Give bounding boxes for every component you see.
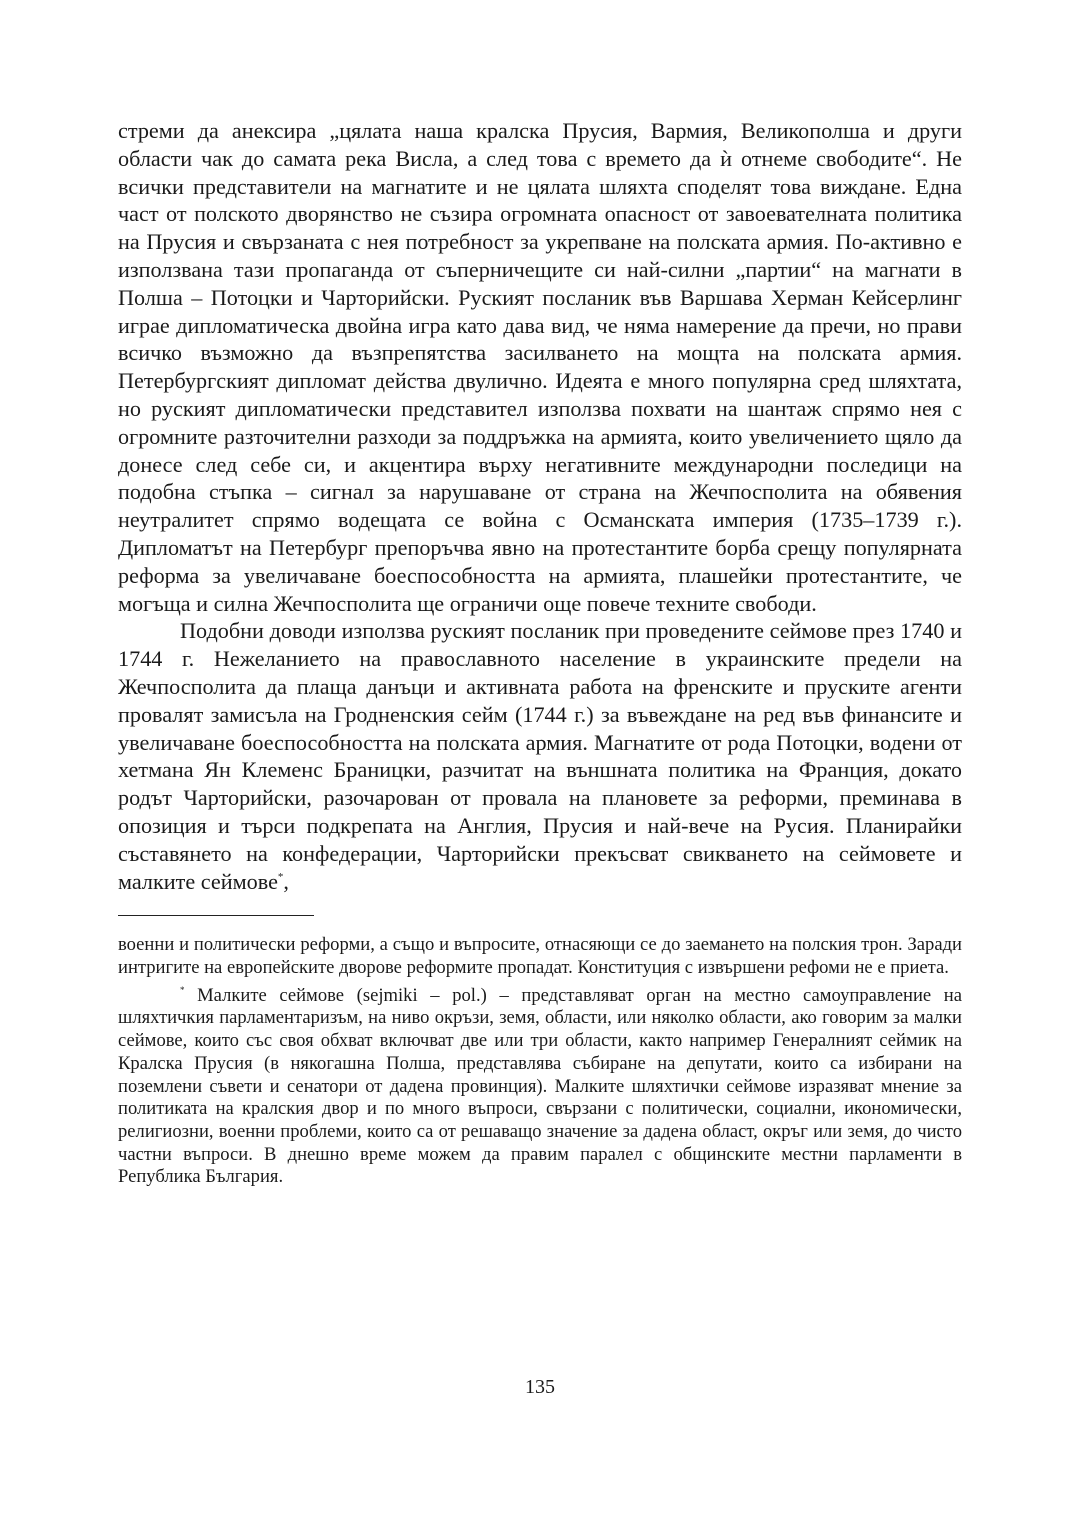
body-paragraph-2-text: Подобни доводи използва руският посланик при проведените сеймове през 1740 и 1744 г. Нежеланието на православното население в украинските предели на Жечпосполита да плаща данъци и активната работа на френските и пруските агенти провалят замисъла на Гродненския сейм (1744 г.) за въвеждане на ред във финансите и увеличаване боеспособността на полската армия. Магнатите от рода Потоцки, водени от хетмана Ян Клеменс Браницки, разчитат на външната политика на Франция, докато родът Чарторийски, разочарован от провала на плановете за реформи, преминава в опозиция и търси подкрепата на Англия, Прусия и най-вече на Русия. Планирайки съставянето на конфедерации, Чарторийски прекъсват свикването на сеймовете и малките сеймове <box>118 618 962 894</box>
footnote-note <box>118 985 962 1189</box>
footnote-note-text: Малките сеймове (sejmiki – pol.) – представляват орган на местно самоуправление на шляхтичкия парламентаризъм, на ниво окръзи, земя, области, или няколко области, ако говорим за малки сеймове, които със своя обхват включват две или три области, както например Генералният сеймик на Кралска Прусия (в някогашна Полша, представлява събиране на депутати, които са избирани на поземлени съвети и сенатори от дадена провинция). Малките шляхтички сеймове изразяват мнение за политиката на кралския двор и по много въпроси, свързани с политически, социални, икономически, религиозни, военни проблеми, които са от решаващо значение за дадена област, окръг или земя, до чисто частни въпроси. В днешно време можем да правим паралел с общинските местни парламенти в Република България. <box>118 984 962 1188</box>
body-paragraph-2 <box>118 617 962 895</box>
footnote-reference-marker: * <box>277 870 284 883</box>
footnote-marker: * <box>180 984 185 995</box>
page-number: 135 <box>525 1376 555 1398</box>
main-text <box>118 117 962 895</box>
body-paragraph-1: стреми да анексира „цялата наша кралска Прусия, Вармия, Великополша и други области чак до самата река Висла, а след това с времето да ѝ отнеме свободите“. Не всички представители на магнатите и не цялата шляхта споделят това виждане. Една част от полското дворянство не съзира огромната опасност от завоевателната политика на Прусия и свързаната с нея потребност за укрепване на полската армия. По-активно е използвана тази пропаганда от съперничещите си най-силни „партии“ на магнати в Полша – Потоцки и Чарторийски. Руският посланик във Варшава Херман Кейсерлинг играе дипломатическа двойна игра като дава вид, че няма намерение да пречи, но прави всичко възможно да възпрепятства засилването на мощта на полската армия. Петербургският дипломат действа двулично. Идеята е много популярна сред шляхтата, но руският дипломатически представител използва похвати на шантаж спрямо нея с огромните разточителни разходи за поддръжка на армията, които увеличението щяло да донесе след себе си, и акцентира върху негативните международни последици на подобна стъпка – сигнал за нарушаване от страна на Жечпосполита на обявения неутралитет спрямо водещата се война с Османската империя (1735–1739 г.). Дипломатът на Петербург препоръчва явно на протестантите борба срещу популярната реформа за увеличаване боеспособността на армията, плашейки протестантите, че могъща и силна Жечпосполита ще ограничи още повече техните свободи. <box>118 118 962 616</box>
footnotes <box>118 934 962 1189</box>
footnote-continued: военни и политически реформи, а също и въпросите, отнасяющи се до заемането на полския трон. Заради интригите на европейските дворове реформите пропадат. Конституция с извършени рефоми не е приета. <box>118 934 962 979</box>
body-paragraph-2-end: , <box>283 868 289 894</box>
page-content <box>118 117 962 1189</box>
footnote-separator <box>118 915 314 916</box>
